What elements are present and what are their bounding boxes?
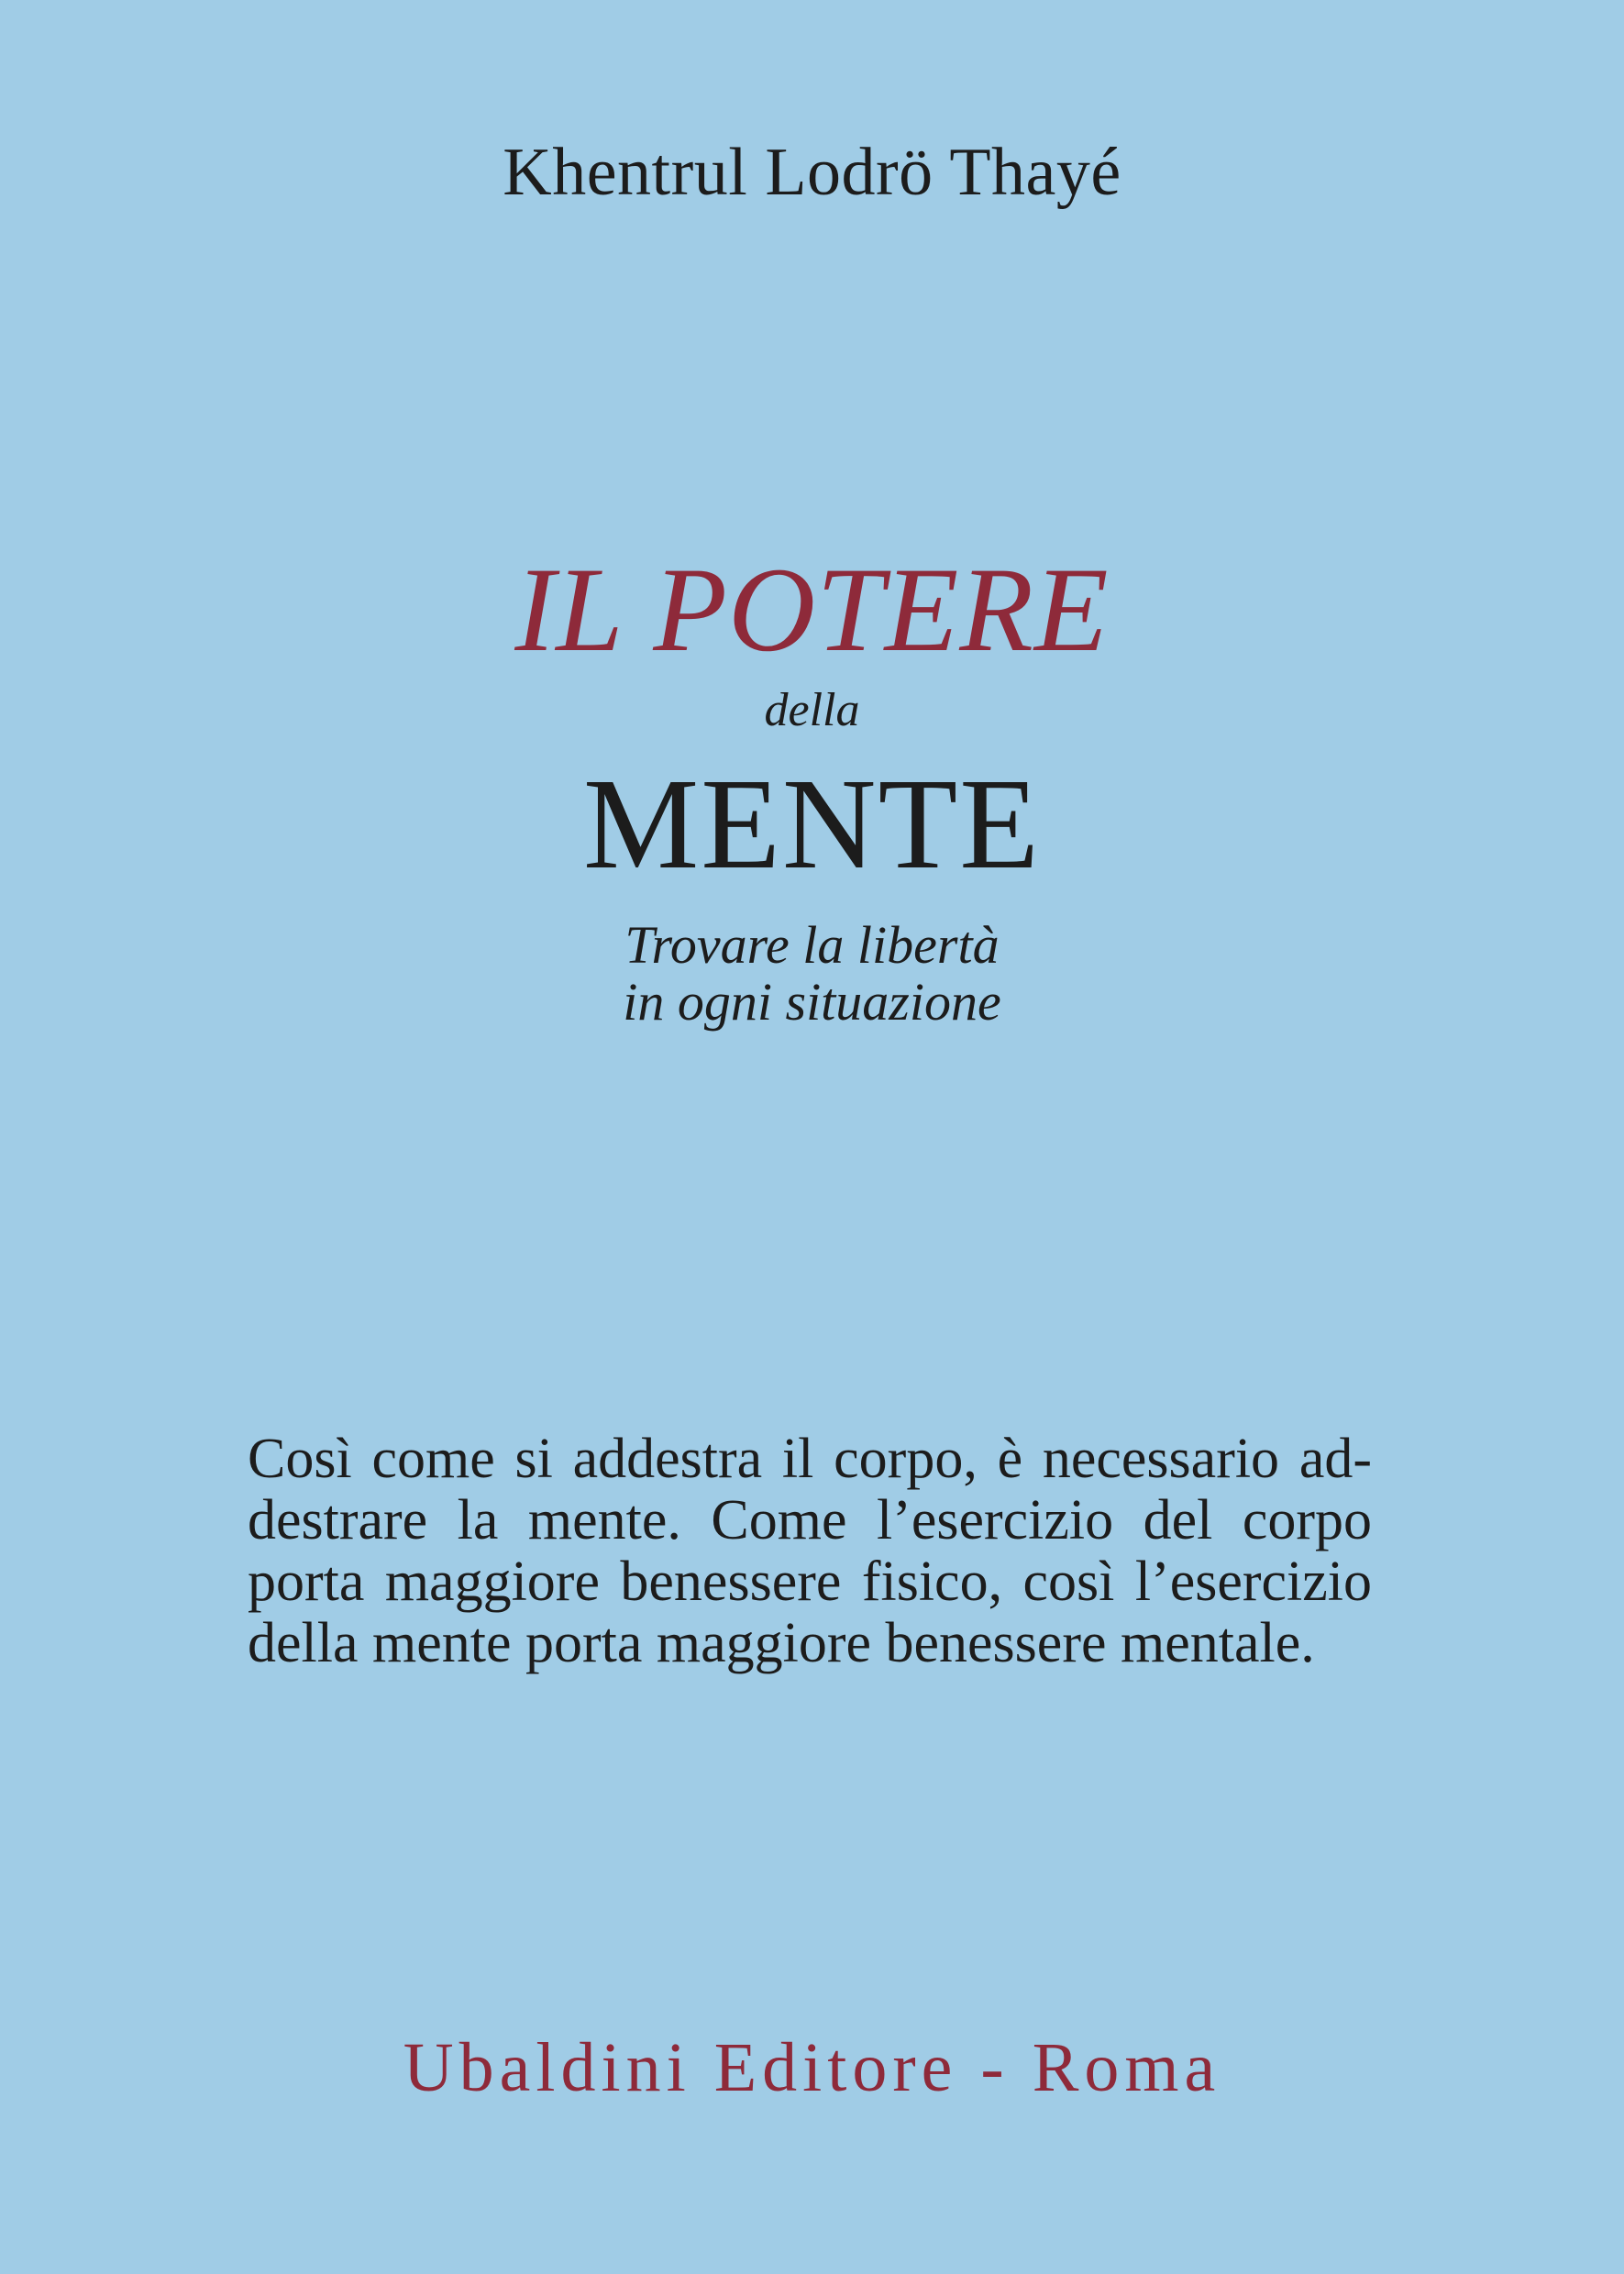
subtitle-line-1: Trovare la libertà — [624, 915, 1000, 975]
title-il-potere: IL POTERE — [514, 542, 1110, 677]
blurb-line-2: destrare la mente. Come l’esercizio del corpo — [248, 1489, 1372, 1551]
subtitle — [0, 917, 1624, 1031]
blurb-line-4: della mente porta maggiore benessere mentale. — [248, 1612, 1315, 1674]
title-della: della — [764, 684, 860, 736]
blurb-line-1: Così come si addestra il corpo, è necessario ad- — [248, 1428, 1372, 1490]
author-name: Khentrul Lodrö Thayé — [503, 135, 1121, 210]
title-mente: MENTE — [582, 751, 1042, 896]
blurb-paragraph — [248, 1429, 1372, 1674]
subtitle-line-2: in ogni situazione — [623, 972, 1001, 1032]
publisher-name: Ubaldini Editore - Roma — [403, 2029, 1221, 2106]
blurb-line-3: porta maggiore benessere fisico, così l’esercizio — [248, 1551, 1372, 1613]
